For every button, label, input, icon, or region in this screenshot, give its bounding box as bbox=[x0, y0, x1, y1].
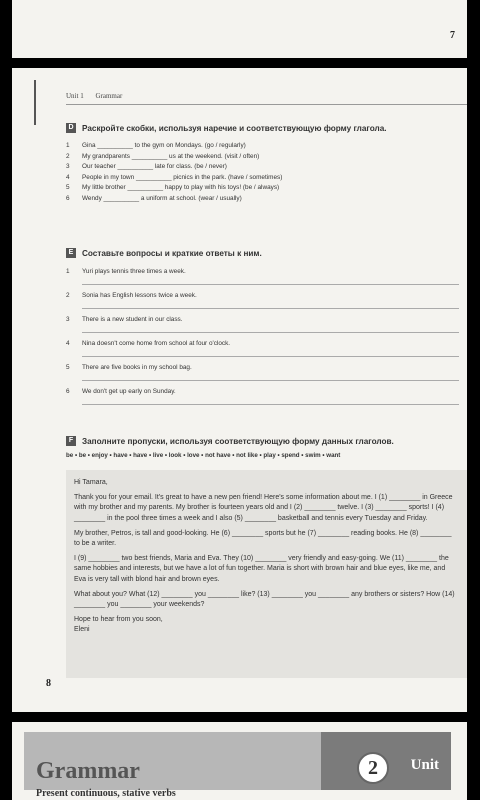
answer-line bbox=[82, 308, 459, 309]
page-number: 8 bbox=[46, 678, 51, 689]
letter-paragraph: Thank you for your email. It's great to have a new pen friend! Here's some information about me. I (1) ________ in Greece with my brother and my parents. My brother is fourteen years old and I (2) ________ twelve. I (3) ________ sports! I (4) ________ in the pool three times a week and I also (5) ________ basketball and tennis every Tuesday and Friday. bbox=[74, 494, 453, 522]
section-badge: D bbox=[66, 123, 76, 133]
letter-closing: Hope to hear from you soon, bbox=[74, 616, 163, 624]
next-page bbox=[12, 722, 467, 800]
exercise-item: 3 Our teacher __________ late for class. (be / never) bbox=[66, 163, 227, 171]
section-d-title bbox=[66, 123, 459, 133]
answer-line bbox=[82, 404, 459, 405]
exercise-list bbox=[66, 268, 459, 412]
answer-line bbox=[82, 380, 459, 381]
exercise-item: 3 There is a new student in our class. bbox=[66, 316, 459, 340]
word-bank: be • be • enjoy • have • have • live • look • love • not have • not like • play • spend • swim • want bbox=[66, 452, 341, 459]
exercise-item: 6 We don't get up early on Sunday. bbox=[66, 388, 459, 412]
answer-line bbox=[82, 284, 459, 285]
header-rule bbox=[66, 104, 467, 105]
exercise-item: 2 My grandparents __________ us at the weekend. (visit / often) bbox=[66, 152, 260, 160]
section-f bbox=[66, 436, 459, 459]
exercise-item: 4 People in my town __________ picnics in the park. (have / sometimes) bbox=[66, 173, 283, 181]
section-instruction: Заполните пропуски, используя соответствующую форму данных глаголов. bbox=[82, 436, 394, 446]
section-badge: F bbox=[66, 436, 76, 446]
workbook-page bbox=[12, 68, 467, 712]
header-section: Grammar bbox=[95, 92, 123, 100]
exercise-item: 1 Yuri plays tennis three times a week. bbox=[66, 268, 459, 292]
letter-paragraph: My brother, Petros, is tall and good-looking. He (6) ________ sports but he (7) ________ reading books. He (8) ________ to be a writer. bbox=[74, 529, 452, 548]
letter-paragraph: What about you? What (12) ________ you ________ like? (13) ________ you ________ any brothers or sisters? How (14) ________ you ________ your weekends? bbox=[74, 590, 455, 609]
header-unit: Unit 1 bbox=[66, 92, 84, 100]
exercise-item: 2 Sonia has English lessons twice a week. bbox=[66, 292, 459, 316]
exercise-item: 6 Wendy __________ a uniform at school. (wear / usually) bbox=[66, 194, 242, 202]
section-d bbox=[66, 123, 459, 205]
running-header bbox=[66, 92, 132, 100]
section-badge: E bbox=[66, 248, 76, 258]
answer-line bbox=[82, 356, 459, 357]
unit-label: Unit bbox=[410, 757, 439, 773]
previous-page bbox=[12, 0, 467, 58]
page-subtitle: Present continuous, stative verbs bbox=[36, 788, 176, 799]
binding-edge bbox=[34, 80, 36, 125]
section-f-title bbox=[66, 436, 459, 446]
section-e bbox=[66, 248, 459, 412]
exercise-item: 5 My little brother __________ happy to play with his toys! (be / always) bbox=[66, 184, 280, 192]
letter-greeting: Hi Tamara, bbox=[74, 479, 108, 486]
exercise-item: 1 Gina __________ to the gym on Mondays. (go / regularly) bbox=[66, 142, 246, 149]
page-number: 7 bbox=[450, 30, 455, 41]
letter-paragraph: I (9) ________ two best friends, Maria and Eva. They (10) ________ very friendly and easy-going. We (11) ________ the same hobbies and interests, but we have a lot of fun together. Maria is short with brown hair and blue eyes, like me, and Eva is very tall with blond hair and brown eyes. bbox=[74, 555, 449, 583]
section-instruction: Раскройте скобки, используя наречие и соответствующую форму глагола. bbox=[82, 123, 387, 133]
answer-line bbox=[82, 332, 459, 333]
page-title: Grammar bbox=[36, 758, 140, 784]
section-e-title bbox=[66, 248, 459, 258]
section-instruction: Составьте вопросы и краткие ответы к ним. bbox=[82, 248, 262, 258]
exercise-item: 4 Nina doesn't come home from school at four o'clock. bbox=[66, 340, 459, 364]
unit-number-badge: 2 bbox=[357, 752, 389, 784]
letter-signature: Eleni bbox=[74, 626, 90, 634]
email-letter-box bbox=[66, 470, 467, 678]
exercise-list bbox=[66, 141, 459, 205]
exercise-item: 5 There are five books in my school bag. bbox=[66, 364, 459, 388]
